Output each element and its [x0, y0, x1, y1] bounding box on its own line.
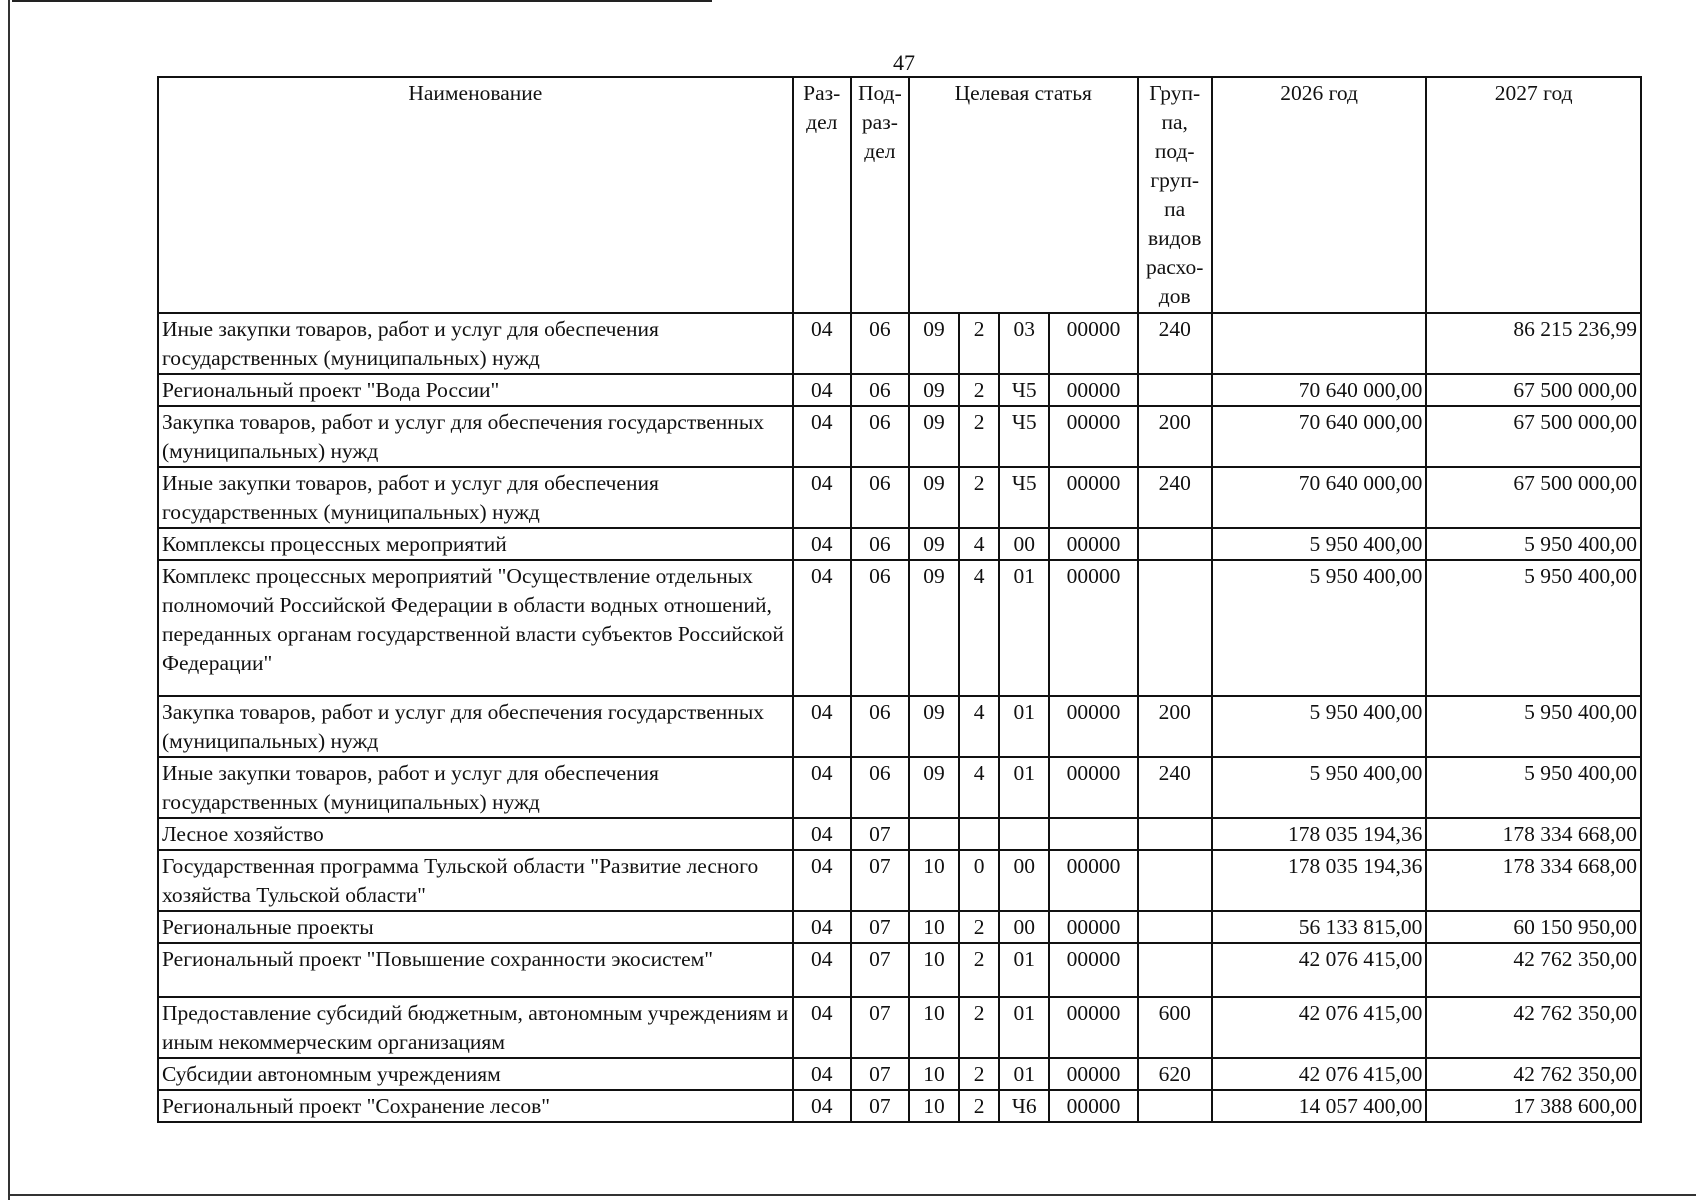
cell-expense-group	[1138, 528, 1212, 560]
cell-expense-group	[1138, 850, 1212, 911]
cell-amount-2027: 60 150 950,00	[1426, 911, 1641, 943]
cell-target-subprogram: 2	[959, 406, 999, 467]
header-expense-group-line: Груп- па, под- груп- па видов расхо- дов	[1145, 81, 1204, 308]
table-row	[158, 467, 1641, 528]
cell-expense-group	[1138, 1090, 1212, 1122]
cell-name: Региональный проект "Сохранение лесов"	[158, 1090, 793, 1122]
cell-target-direction: 00000	[1049, 374, 1137, 406]
cell-razdel: 04	[793, 560, 851, 696]
cell-target-program: 10	[909, 943, 959, 997]
cell-target-subprogram: 2	[959, 943, 999, 997]
cell-target-program: 09	[909, 696, 959, 757]
cell-amount-2027: 5 950 400,00	[1426, 528, 1641, 560]
table-row	[158, 374, 1641, 406]
cell-amount-2027: 5 950 400,00	[1426, 560, 1641, 696]
cell-target-program: 10	[909, 911, 959, 943]
cell-name: Иные закупки товаров, работ и услуг для обеспечения государственных (муниципальных) нужд	[158, 757, 793, 818]
cell-expense-group: 240	[1138, 467, 1212, 528]
cell-target-subprogram: 2	[959, 911, 999, 943]
header-name: Наименование	[158, 77, 793, 313]
budget-table	[157, 76, 1642, 1123]
cell-name: Комплекс процессных мероприятий "Осуществление отдельных полномочий Российской Федерации в области водных отношений, переданных органам государственной власти субъектов Российской Федерации"	[158, 560, 793, 696]
cell-podrazdel: 06	[851, 467, 909, 528]
cell-amount-2027: 17 388 600,00	[1426, 1090, 1641, 1122]
header-razdel-line: Раз- дел	[803, 81, 841, 134]
cell-target-direction: 00000	[1049, 560, 1137, 696]
cell-podrazdel: 07	[851, 1090, 909, 1122]
table-row	[158, 1058, 1641, 1090]
header-year-2027: 2027 год	[1426, 77, 1641, 313]
cell-expense-group	[1138, 943, 1212, 997]
cell-target-direction: 00000	[1049, 850, 1137, 911]
header-expense-group	[1138, 77, 1212, 313]
cell-target-event: Ч5	[999, 374, 1049, 406]
cell-razdel: 04	[793, 374, 851, 406]
cell-amount-2026: 42 076 415,00	[1212, 1058, 1427, 1090]
cell-target-subprogram: 0	[959, 850, 999, 911]
cell-target-program: 09	[909, 560, 959, 696]
cell-target-event: 01	[999, 560, 1049, 696]
cell-amount-2027: 67 500 000,00	[1426, 374, 1641, 406]
cell-podrazdel: 06	[851, 560, 909, 696]
cell-target-subprogram: 4	[959, 560, 999, 696]
cell-target-subprogram: 2	[959, 1090, 999, 1122]
cell-razdel: 04	[793, 528, 851, 560]
cell-target-subprogram: 4	[959, 757, 999, 818]
cell-target-subprogram: 4	[959, 696, 999, 757]
cell-podrazdel: 07	[851, 1058, 909, 1090]
header-target-article: Целевая статья	[909, 77, 1138, 313]
cell-razdel: 04	[793, 943, 851, 997]
cell-expense-group: 200	[1138, 406, 1212, 467]
cell-podrazdel: 06	[851, 696, 909, 757]
cell-amount-2027: 42 762 350,00	[1426, 1058, 1641, 1090]
cell-expense-group: 600	[1138, 997, 1212, 1058]
cell-name: Закупка товаров, работ и услуг для обеспечения государственных (муниципальных) нужд	[158, 406, 793, 467]
cell-target-subprogram: 2	[959, 374, 999, 406]
cell-name: Региональный проект "Повышение сохранности экосистем"	[158, 943, 793, 997]
cell-razdel: 04	[793, 818, 851, 850]
cell-name: Комплексы процессных мероприятий	[158, 528, 793, 560]
cell-amount-2026: 42 076 415,00	[1212, 943, 1427, 997]
page-border-top	[12, 0, 712, 2]
cell-target-event: Ч6	[999, 1090, 1049, 1122]
cell-amount-2026: 70 640 000,00	[1212, 467, 1427, 528]
cell-amount-2026: 5 950 400,00	[1212, 696, 1427, 757]
cell-razdel: 04	[793, 911, 851, 943]
cell-expense-group: 620	[1138, 1058, 1212, 1090]
cell-podrazdel: 06	[851, 528, 909, 560]
cell-name: Лесное хозяйство	[158, 818, 793, 850]
cell-target-event: 01	[999, 997, 1049, 1058]
cell-target-event	[999, 818, 1049, 850]
cell-podrazdel: 06	[851, 757, 909, 818]
page-border-bottom	[8, 1194, 1696, 1196]
table-row	[158, 313, 1641, 374]
cell-target-program: 10	[909, 850, 959, 911]
cell-amount-2026: 5 950 400,00	[1212, 528, 1427, 560]
cell-target-event: Ч5	[999, 467, 1049, 528]
cell-target-program: 09	[909, 467, 959, 528]
cell-razdel: 04	[793, 313, 851, 374]
cell-target-program: 09	[909, 313, 959, 374]
cell-name: Иные закупки товаров, работ и услуг для обеспечения государственных (муниципальных) нужд	[158, 467, 793, 528]
cell-amount-2026: 178 035 194,36	[1212, 818, 1427, 850]
cell-podrazdel: 06	[851, 406, 909, 467]
cell-podrazdel: 07	[851, 997, 909, 1058]
cell-target-program: 10	[909, 1090, 959, 1122]
cell-target-direction: 00000	[1049, 406, 1137, 467]
cell-amount-2027: 178 334 668,00	[1426, 818, 1641, 850]
cell-expense-group: 200	[1138, 696, 1212, 757]
cell-podrazdel: 07	[851, 943, 909, 997]
cell-target-direction: 00000	[1049, 911, 1137, 943]
cell-razdel: 04	[793, 467, 851, 528]
cell-target-program: 09	[909, 374, 959, 406]
cell-target-direction: 00000	[1049, 943, 1137, 997]
cell-target-direction: 00000	[1049, 467, 1137, 528]
table-row	[158, 943, 1641, 997]
cell-target-direction: 00000	[1049, 696, 1137, 757]
table-row	[158, 528, 1641, 560]
cell-amount-2027: 178 334 668,00	[1426, 850, 1641, 911]
cell-target-event: 00	[999, 528, 1049, 560]
cell-amount-2026: 42 076 415,00	[1212, 997, 1427, 1058]
cell-name: Государственная программа Тульской области "Развитие лесного хозяйства Тульской области"	[158, 850, 793, 911]
cell-amount-2027: 67 500 000,00	[1426, 467, 1641, 528]
cell-target-program: 10	[909, 1058, 959, 1090]
cell-amount-2027: 42 762 350,00	[1426, 943, 1641, 997]
table-row	[158, 997, 1641, 1058]
cell-target-direction: 00000	[1049, 1090, 1137, 1122]
cell-podrazdel: 07	[851, 850, 909, 911]
cell-target-direction: 00000	[1049, 1058, 1137, 1090]
cell-razdel: 04	[793, 1058, 851, 1090]
cell-expense-group	[1138, 818, 1212, 850]
cell-podrazdel: 06	[851, 374, 909, 406]
cell-podrazdel: 07	[851, 818, 909, 850]
cell-amount-2026: 5 950 400,00	[1212, 757, 1427, 818]
cell-name: Закупка товаров, работ и услуг для обеспечения государственных (муниципальных) нужд	[158, 696, 793, 757]
cell-target-event: 01	[999, 757, 1049, 818]
cell-target-direction	[1049, 818, 1137, 850]
cell-target-subprogram: 2	[959, 1058, 999, 1090]
cell-target-program: 09	[909, 528, 959, 560]
header-year-2026: 2026 год	[1212, 77, 1427, 313]
cell-name: Региональные проекты	[158, 911, 793, 943]
cell-target-program: 10	[909, 997, 959, 1058]
table-row	[158, 818, 1641, 850]
cell-target-direction: 00000	[1049, 757, 1137, 818]
cell-amount-2026: 5 950 400,00	[1212, 560, 1427, 696]
cell-razdel: 04	[793, 850, 851, 911]
cell-amount-2027: 5 950 400,00	[1426, 696, 1641, 757]
cell-razdel: 04	[793, 696, 851, 757]
cell-amount-2026: 178 035 194,36	[1212, 850, 1427, 911]
cell-expense-group	[1138, 911, 1212, 943]
cell-amount-2027: 67 500 000,00	[1426, 406, 1641, 467]
cell-target-event: 01	[999, 1058, 1049, 1090]
cell-name: Региональный проект "Вода России"	[158, 374, 793, 406]
cell-razdel: 04	[793, 997, 851, 1058]
table-row	[158, 1090, 1641, 1122]
table-row	[158, 850, 1641, 911]
cell-expense-group	[1138, 560, 1212, 696]
cell-target-direction: 00000	[1049, 313, 1137, 374]
cell-target-event: 00	[999, 850, 1049, 911]
cell-amount-2027: 42 762 350,00	[1426, 997, 1641, 1058]
table-row	[158, 696, 1641, 757]
cell-expense-group	[1138, 374, 1212, 406]
cell-name: Предоставление субсидий бюджетным, автономным учреждениям и иным некоммерческим организациям	[158, 997, 793, 1058]
cell-amount-2027: 5 950 400,00	[1426, 757, 1641, 818]
cell-target-subprogram: 2	[959, 467, 999, 528]
cell-target-direction: 00000	[1049, 528, 1137, 560]
table-header-row	[158, 77, 1641, 313]
cell-target-subprogram: 4	[959, 528, 999, 560]
table-row	[158, 560, 1641, 696]
cell-expense-group: 240	[1138, 757, 1212, 818]
cell-target-subprogram	[959, 818, 999, 850]
cell-target-subprogram: 2	[959, 313, 999, 374]
cell-amount-2026: 14 057 400,00	[1212, 1090, 1427, 1122]
cell-target-event: 01	[999, 943, 1049, 997]
cell-amount-2026: 70 640 000,00	[1212, 374, 1427, 406]
page-number: 47	[893, 50, 915, 75]
cell-target-event: 00	[999, 911, 1049, 943]
cell-podrazdel: 07	[851, 911, 909, 943]
header-podrazdel-line: Под- раз- дел	[858, 81, 902, 163]
header-razdel	[793, 77, 851, 313]
cell-target-event: 03	[999, 313, 1049, 374]
cell-target-subprogram: 2	[959, 997, 999, 1058]
cell-amount-2027: 86 215 236,99	[1426, 313, 1641, 374]
cell-razdel: 04	[793, 757, 851, 818]
cell-name: Субсидии автономным учреждениям	[158, 1058, 793, 1090]
cell-name: Иные закупки товаров, работ и услуг для обеспечения государственных (муниципальных) нужд	[158, 313, 793, 374]
cell-target-event: Ч5	[999, 406, 1049, 467]
table-row	[158, 757, 1641, 818]
cell-podrazdel: 06	[851, 313, 909, 374]
header-podrazdel	[851, 77, 909, 313]
cell-razdel: 04	[793, 1090, 851, 1122]
page-border-left	[8, 0, 10, 1200]
cell-expense-group: 240	[1138, 313, 1212, 374]
table-row	[158, 406, 1641, 467]
cell-target-program: 09	[909, 406, 959, 467]
cell-razdel: 04	[793, 406, 851, 467]
cell-amount-2026: 70 640 000,00	[1212, 406, 1427, 467]
table-row	[158, 911, 1641, 943]
cell-amount-2026	[1212, 313, 1427, 374]
cell-target-program	[909, 818, 959, 850]
cell-target-program: 09	[909, 757, 959, 818]
cell-target-direction: 00000	[1049, 997, 1137, 1058]
cell-amount-2026: 56 133 815,00	[1212, 911, 1427, 943]
cell-target-event: 01	[999, 696, 1049, 757]
